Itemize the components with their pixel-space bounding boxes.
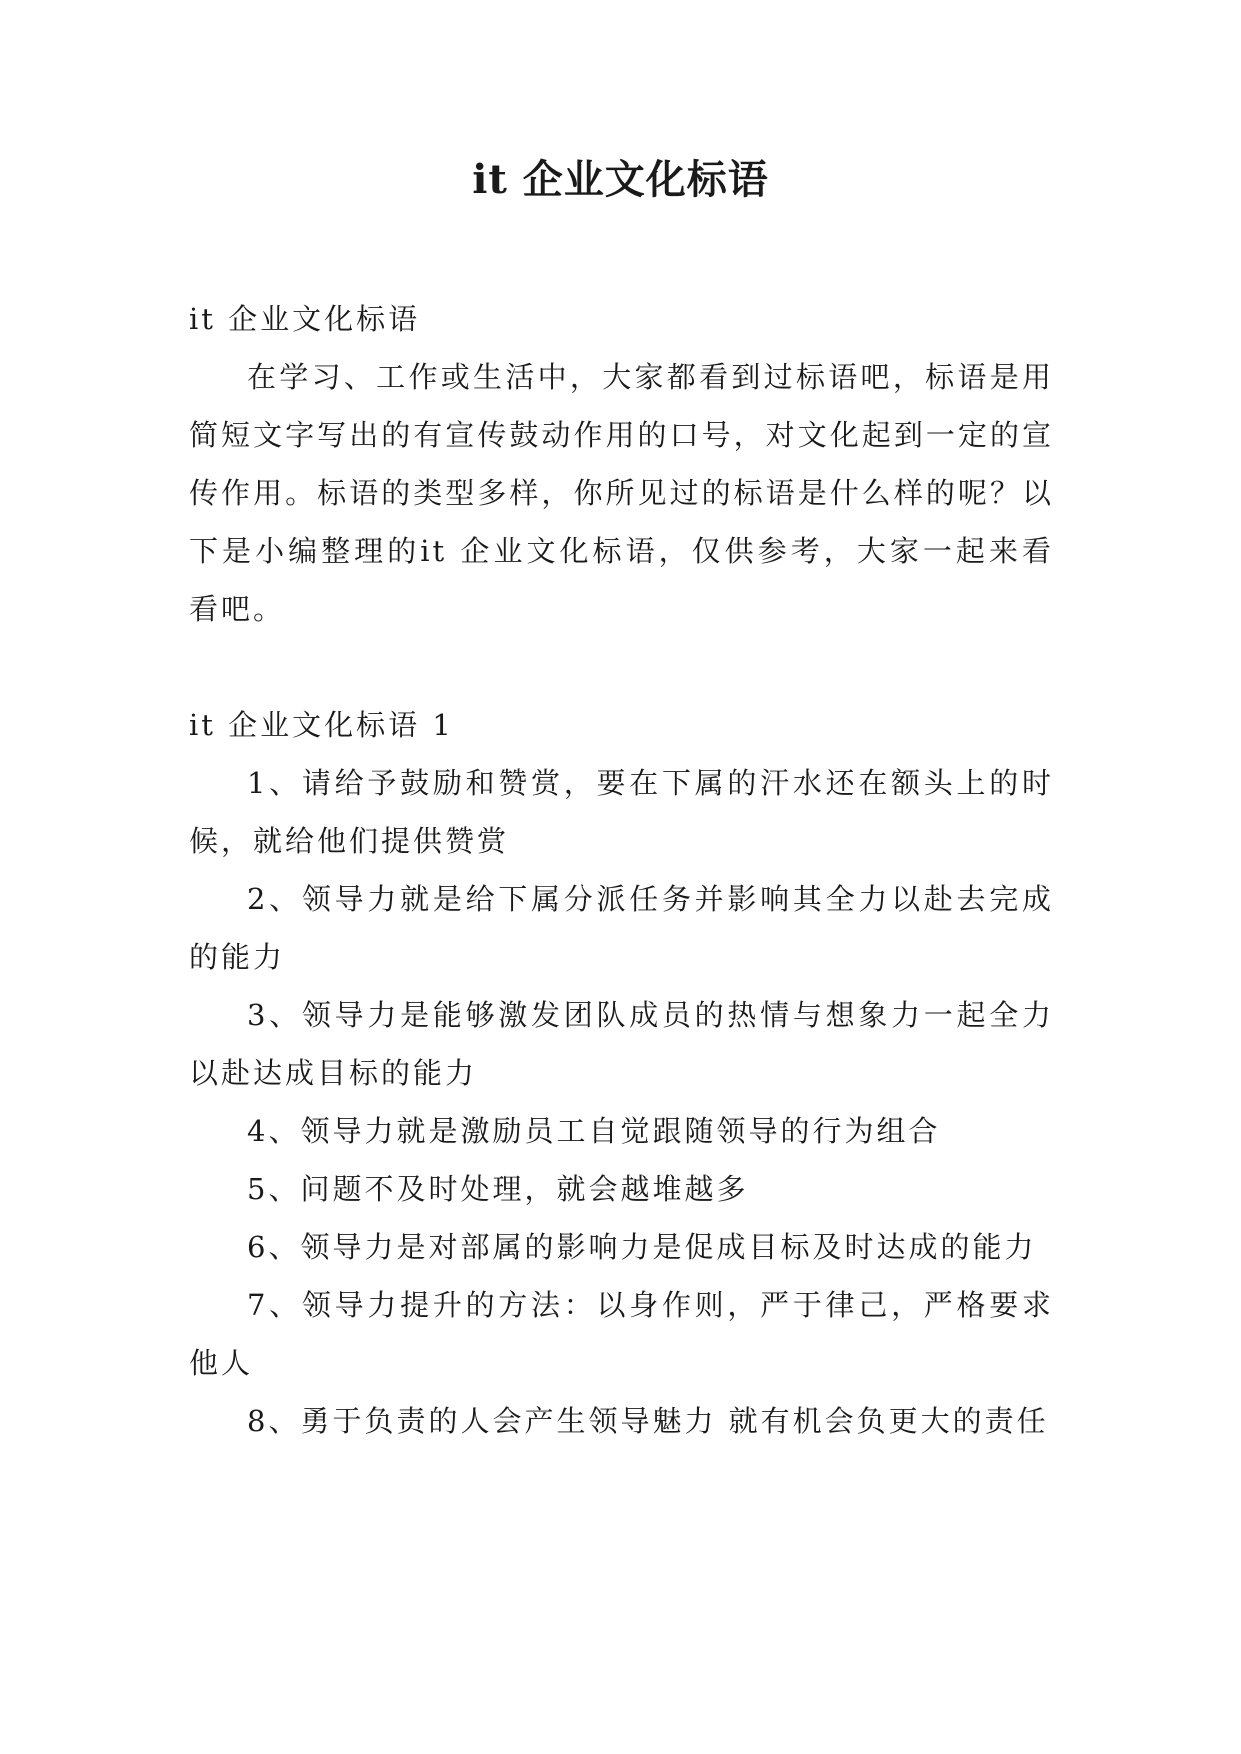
slogan-item: 4、领导力就是激励员工自觉跟随领导的行为组合: [247, 1114, 941, 1148]
document-title: it 企业文化标语: [472, 156, 769, 203]
slogan-item: 7、领导力提升的方法：以身作则，严于律己，严格要求他人: [189, 1288, 1054, 1380]
slogan-item: 8、勇于负责的人会产生领导魅力 就有机会负更大的责任: [247, 1404, 1049, 1438]
slogan-item: 5、问题不及时处理，就会越堆越多: [247, 1172, 749, 1206]
document-body: [189, 290, 1054, 1450]
paragraph-spacer: [189, 638, 1054, 696]
slogan-item: 6、领导力是对部属的影响力是促成目标及时达成的能力: [247, 1230, 1037, 1264]
slogan-item: 1、请给予鼓励和赞赏，要在下属的汗水还在额头上的时候，就给他们提供赞赏: [189, 766, 1054, 858]
slogan-item: 2、领导力就是给下属分派任务并影响其全力以赴去完成的能力: [189, 882, 1054, 974]
intro-paragraph: 在学习、工作或生活中，大家都看到过标语吧，标语是用简短文字写出的有宣传鼓动作用的口号，对文化起到一定的宣传作用。标语的类型多样，你所见过的标语是什么样的呢？以下是小编整理的it 企业文化标语，仅供参考，大家一起来看看吧。: [189, 360, 1054, 626]
document-subtitle: it 企业文化标语: [189, 302, 421, 336]
slogan-item: 3、领导力是能够激发团队成员的热情与想象力一起全力以赴达成目标的能力: [189, 998, 1054, 1090]
section-heading: it 企业文化标语 1: [189, 708, 454, 742]
